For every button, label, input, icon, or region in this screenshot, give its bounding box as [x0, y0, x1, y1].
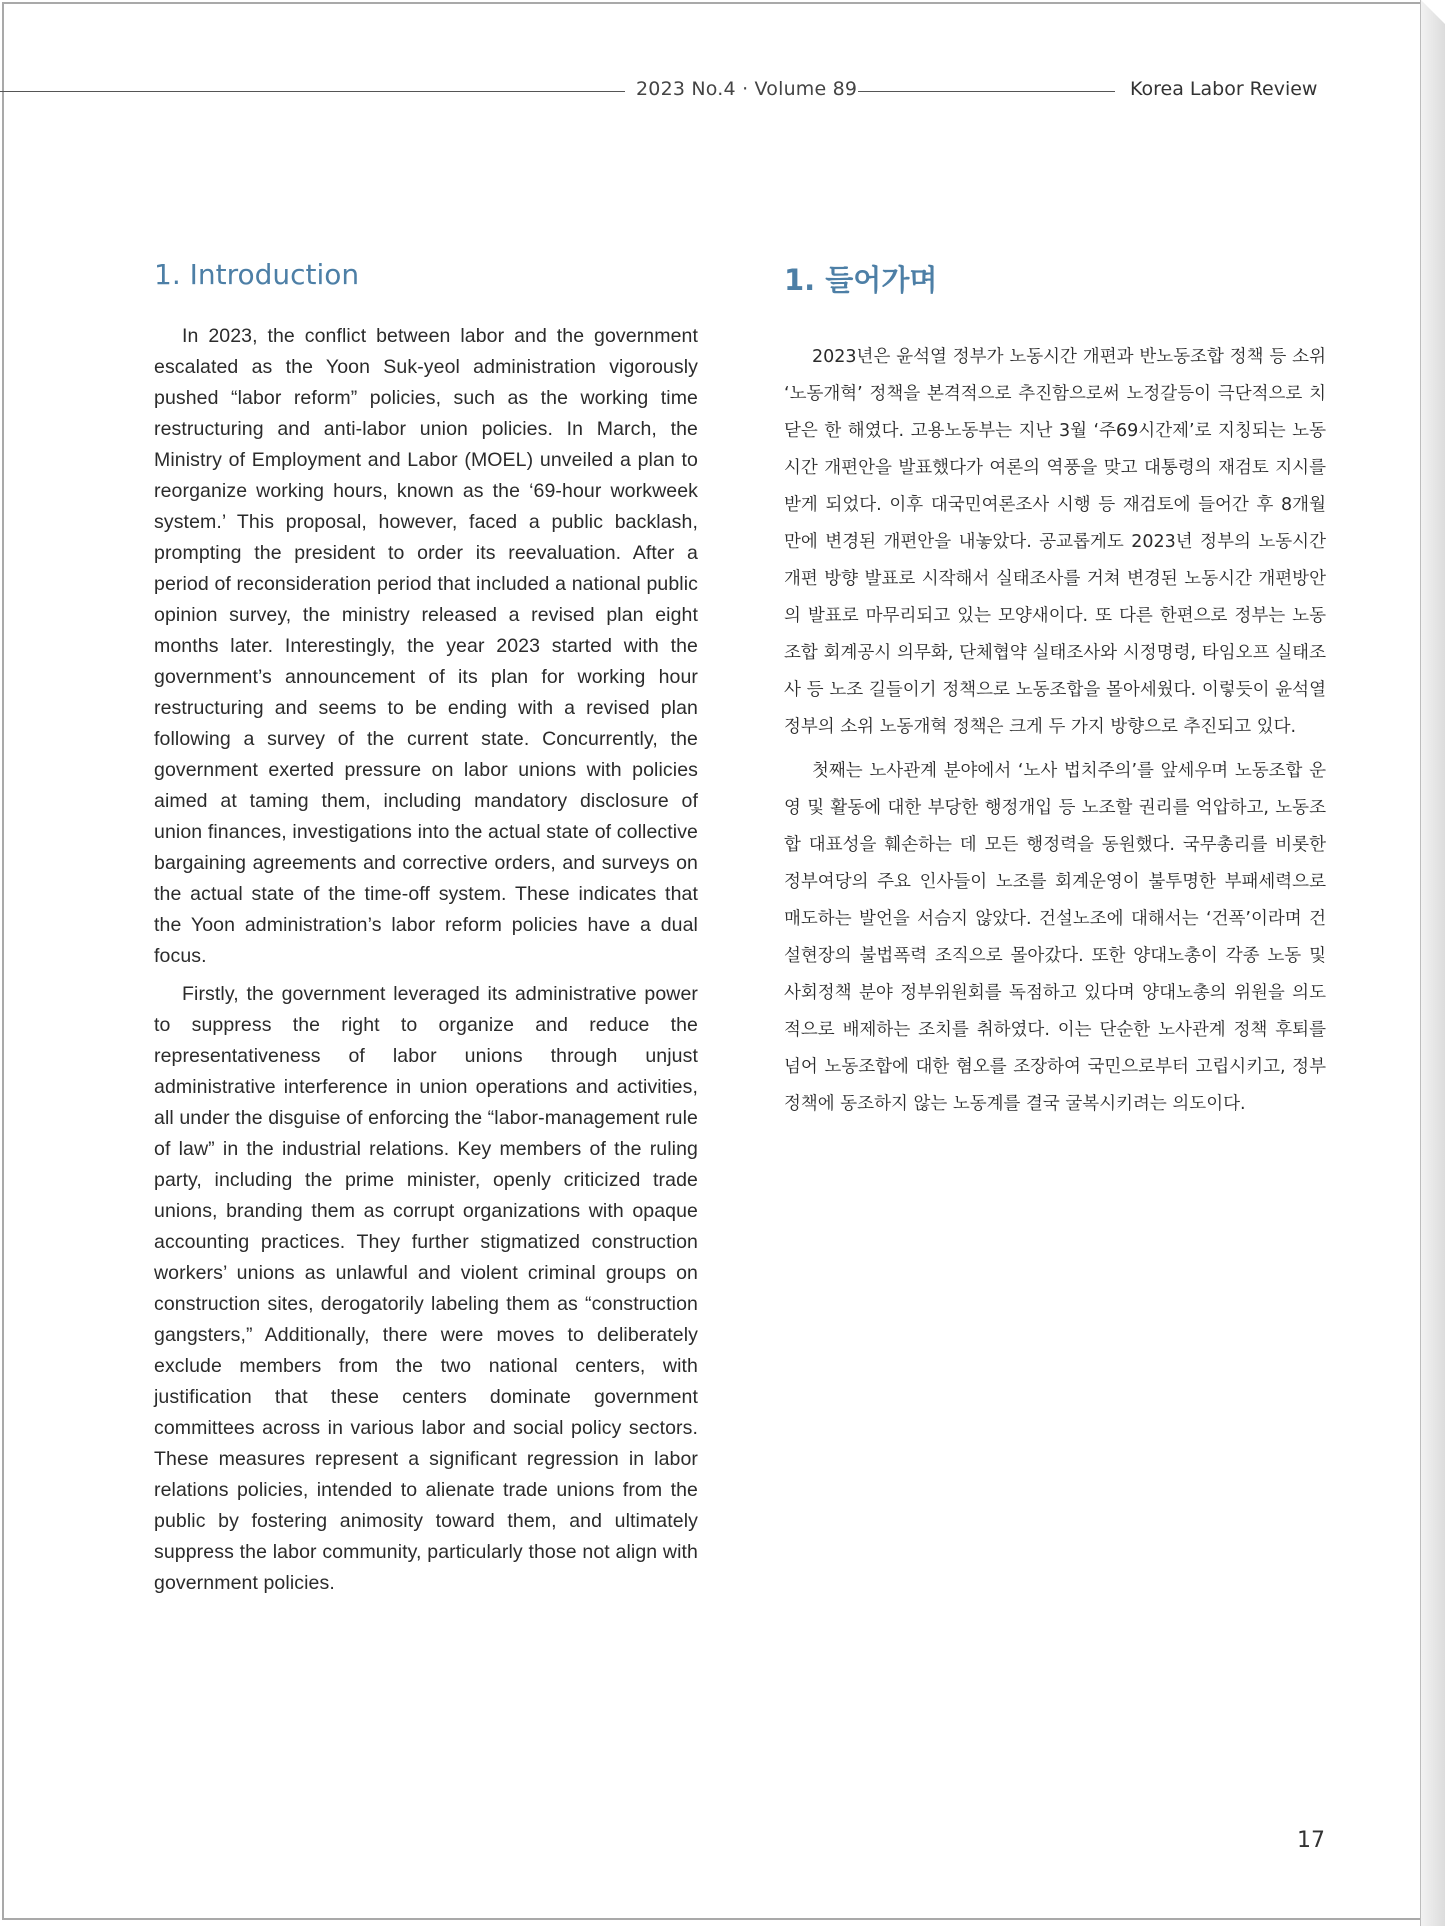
english-paragraph: Firstly, the government leveraged its administrative power to suppress the right to organize and reduce the representativeness of labor unions through unjust administrative interference in union operations and activities, all under the disguise of enforcing the “labor-management rule of law” in the industrial relations. Key members of the ruling party, including the prime minister, openly criticized trade unions, branding them as corrupt organizations with opaque accounting practices. They further stigmatized construction workers’ unions as unlawful and violent criminal groups on construction sites, derogatorily labeling them as “construction gangsters,” Additionally, there were moves to deliberately exclude members from the two national centers, with justification that these centers dominate government committees across in various labor and social policy sectors. These measures represent a significant regression in labor relations policies, intended to alienate trade unions from the public by fostering animosity toward them, and ultimately suppress the labor community, particularly those not align with government policies. [154, 983, 698, 1594]
english-column [154, 258, 698, 1606]
korean-paragraph: 2023년은 윤석열 정부가 노동시간 개편과 반노동조합 정책 등 소위 ‘노동개혁’ 정책을 본격적으로 추진함으로써 노정갈등이 극단적으로 치닫은 한 해였다. 고용노동부는 지난 3월 ‘주69시간제’로 지칭되는 노동시간 개편안을 발표했다가 여론의 역풍을 맞고 대통령의 재검토 지시를 받게 되었다. 이후 대국민여론조사 시행 등 재검토에 들어간 후 8개월 만에 변경된 개편안을 내놓았다. 공교롭게도 2023년 정부의 노동시간 개편 방향 발표로 시작해서 실태조사를 거쳐 변경된 노동시간 개편방안의 발표로 마무리되고 있는 모양새이다. 또 다른 한편으로 정부는 노동조합 회계공시 의무화, 단체협약 실태조사와 시정명령, 타임오프 실태조사 등 노조 길들이기 정책으로 노동조합을 몰아세웠다. 이렇듯이 윤석열 정부의 소위 노동개혁 정책은 크게 두 가지 방향으로 추진되고 있다. [784, 347, 1326, 737]
english-paragraph: In 2023, the conflict between labor and the government escalated as the Yoon Suk-yeol administration vigorously pushed “labor reform” policies, such as the working time restructuring and anti-labor union policies. In March, the Ministry of Employment and Labor (MOEL) unveiled a plan to reorganize working hours, known as the ‘69-hour workweek system.’ This proposal, however, faced a public backlash, prompting the president to order its reevaluation. After a period of reconsideration period that included a national public opinion survey, the ministry released a revised plan eight months later. Interestingly, the year 2023 started with the government’s announcement of its plan for working hour restructuring and seems to be ending with a revised plan following a survey of the current state. Concurrently, the government exerted pressure on labor unions with policies aimed at taming them, including mandatory disclosure of union finances, investigations into the actual state of collective bargaining agreements and corrective orders, and surveys on the actual state of the time-off system. These indicates that the Yoon administration’s labor reform policies have a dual focus. [154, 325, 698, 967]
page-curl [1421, 0, 1445, 24]
journal-title: Korea Labor Review [1130, 78, 1318, 100]
korean-section-heading: 1. 들어가며 [784, 263, 938, 297]
page-number: 17 [1297, 1828, 1325, 1853]
korean-column [784, 258, 1326, 1130]
page-edge [1420, 0, 1445, 1926]
issue-label: 2023 No.4 · Volume 89 [636, 78, 858, 100]
korean-paragraph: 첫째는 노사관계 분야에서 ‘노사 법치주의’를 앞세우며 노동조합 운영 및 활동에 대한 부당한 행정개입 등 노조할 권리를 억압하고, 노동조합 대표성을 훼손하는 데 모든 행정력을 동원했다. 국무총리를 비롯한 정부여당의 주요 인사들이 노조를 회계운영이 불투명한 부패세력으로 매도하는 발언을 서슴지 않았다. 건설노조에 대해서는 ‘건폭’이라며 건설현장의 불법폭력 조직으로 몰아갔다. 또한 양대노총이 각종 노동 및 사회정책 분야 정부위원회를 독점하고 있다며 양대노총의 위원을 의도적으로 배제하는 조치를 취하였다. 이는 단순한 노사관계 정책 후퇴를 넘어 노동조합에 대한 혐오를 조장하여 국민으로부터 고립시키고, 정부정책에 동조하지 않는 노동계를 결국 굴복시키려는 의도이다. [784, 761, 1326, 1114]
header-rule-right [858, 91, 1115, 92]
english-section-heading: 1. Introduction [154, 258, 360, 291]
header-rule-left [0, 91, 625, 92]
